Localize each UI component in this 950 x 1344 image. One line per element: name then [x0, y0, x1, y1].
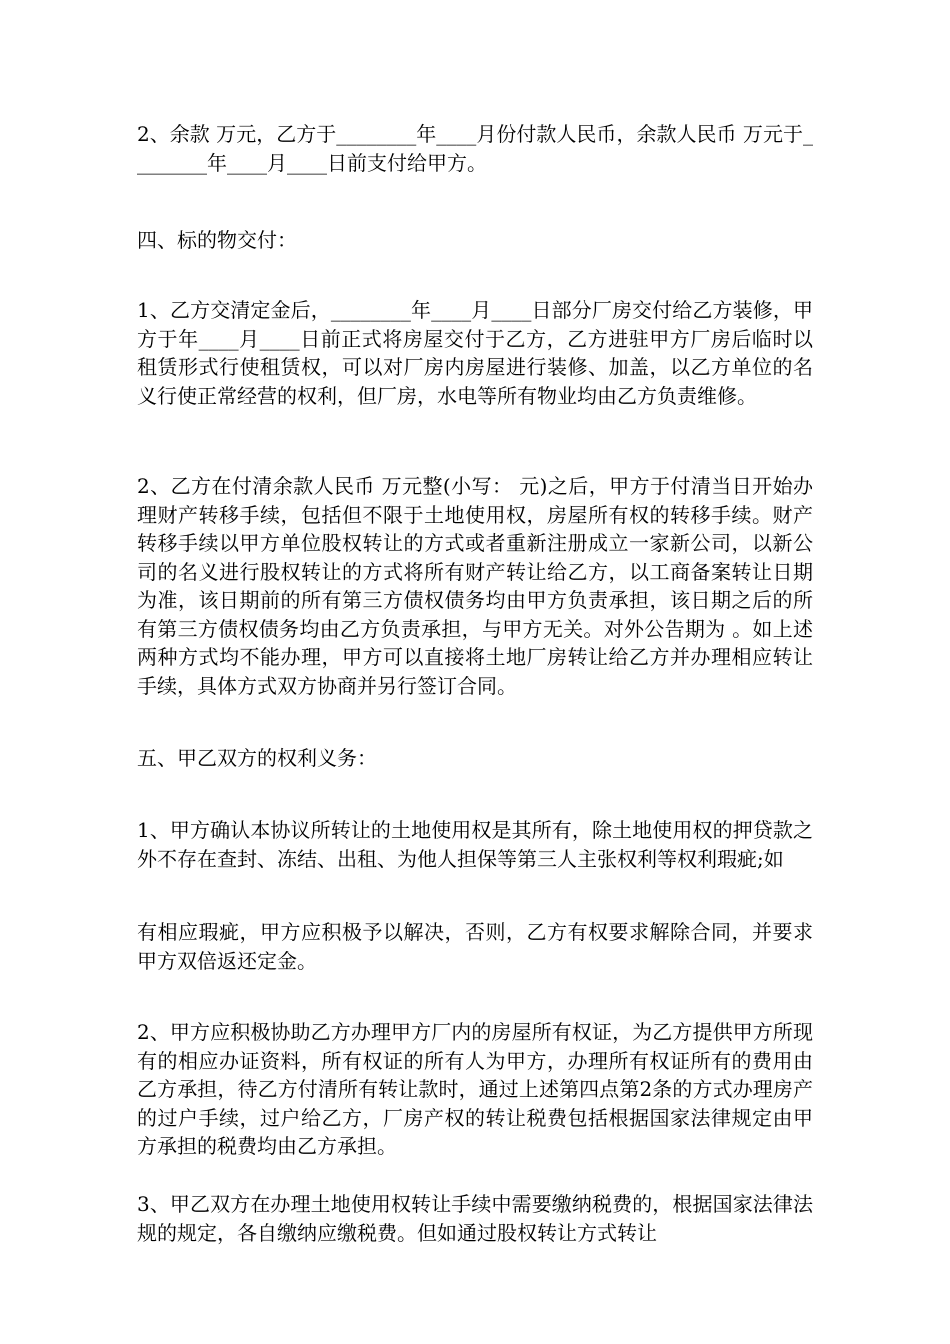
paragraph-rights-2: 2、甲方应积极协助乙方办理甲方厂内的房屋所有权证，为乙方提供甲方所现有的相应办证资料，所有权证的所有人为甲方，办理所有权证所有的费用由乙方承担，待乙方付清所有转让款时，通过上述第四点第2条的方式办理房产的过户手续，过户给乙方，厂房产权的转让税费包括根据国家法律规定由甲方承担的税费均由乙方承担。	[137, 1020, 813, 1158]
section-heading-delivery: 四、标的物交付：	[137, 228, 297, 252]
paragraph-rights-1-continued: 有相应瑕疵，甲方应积极予以解决，否则，乙方有权要求解除合同，并要求甲方双倍返还定金。	[137, 920, 813, 973]
paragraph-balance-payment: 2、余款 万元，乙方于________年____月份付款人民币，余款人民币 万元于________年____月____日前支付给甲方。	[137, 122, 813, 175]
paragraph-rights-1: 1、甲方确认本协议所转让的土地使用权是其所有，除土地使用权的押贷款之外不存在查封、冻结、出租、为他人担保等第三人主张权利等权利瑕疵;如	[137, 818, 813, 871]
paragraph-delivery-2: 2、乙方在付清余款人民币 万元整(小写： 元)之后，甲方于付清当日开始办理财产转移手续，包括但不限于土地使用权，房屋所有权的转移手续。财产转移手续以甲方单位股权转让的方式或者重新注册成立一家新公司，以新公司的名义进行股权转让的方式将所有财产转让给乙方，以工商备案转让日期为准，该日期前的所有第三方债权债务均由甲方负责承担，该日期之后的所有第三方债权债务均由乙方负责承担，与甲方无关。对外公告期为 。如上述两种方式均不能办理，甲方可以直接将土地厂房转让给乙方并办理相应转让手续，具体方式双方协商并另行签订合同。	[137, 474, 813, 698]
section-heading-rights-obligations: 五、甲乙双方的权利义务：	[137, 746, 377, 770]
paragraph-delivery-1: 1、乙方交清定金后，________年____月____日部分厂房交付给乙方装修，甲方于年____月____日前正式将房屋交付于乙方，乙方进驻甲方厂房后临时以租赁形式行使租赁权，可以对厂房内房屋进行装修、加盖，以乙方单位的名义行使正常经营的权利，但厂房，水电等所有物业均由乙方负责维修。	[137, 298, 813, 408]
paragraph-rights-3: 3、甲乙双方在办理土地使用权转让手续中需要缴纳税费的，根据国家法律法规的规定，各自缴纳应缴税费。但如通过股权转让方式转让	[137, 1192, 813, 1245]
